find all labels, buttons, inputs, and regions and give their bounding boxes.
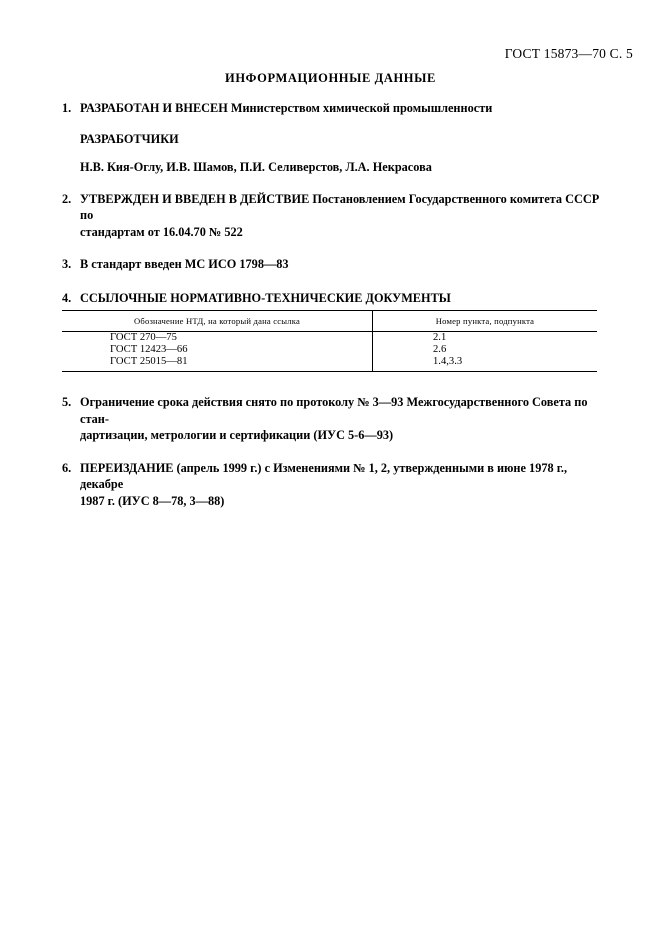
info-item-5-line1: Ограничение срока действия снято по протоколу № 3—93 Межгосударственного Совета по стан-: [80, 395, 588, 426]
table-cell-ntd: ГОСТ 25015—81: [62, 356, 373, 372]
info-item-5: [62, 394, 602, 444]
developers-heading: РАЗРАБОТЧИКИ: [80, 131, 179, 146]
table-cell-clause: 2.1: [433, 332, 447, 344]
document-content: [62, 100, 602, 510]
info-item-2-line1: УТВЕРЖДЕН И ВВЕДЕН В ДЕЙСТВИЕ Постановлением Государственного комитета СССР по: [80, 191, 600, 223]
table-bottom-rule: [62, 371, 597, 372]
info-item-3-number: 3.: [62, 257, 72, 272]
info-item-5-line2: дартизации, метрологии и сертификации (ИУС 5-6—93): [80, 428, 394, 443]
table-header-clause: Номер пункта, подпункта: [373, 310, 598, 331]
info-item-4: [62, 290, 602, 307]
info-item-4-number: 4.: [62, 290, 72, 305]
info-item-6-line2: 1987 г. (ИУС 8—78, 3—88): [80, 494, 225, 509]
info-item-6-line1: ПЕРЕИЗДАНИЕ (апрель 1999 г.) с Изменениями № 1, 2, утвержденными в июне 1978 г., декабре: [80, 460, 568, 492]
table-cell-clause: 1.4,3.3: [433, 356, 463, 368]
info-item-3-text: В стандарт введен МС ИСО 1798—83: [80, 257, 289, 272]
table-header-ntd: Обозначение НТД, на который дана ссылка: [62, 310, 373, 331]
reference-documents-table: [62, 310, 597, 372]
table-row: [62, 344, 597, 356]
info-item-6: [62, 460, 602, 510]
info-item-1-number: 1.: [62, 101, 72, 115]
page-header-standard-ref: ГОСТ 15873—70 С. 5: [504, 46, 633, 61]
info-item-4-text: ССЫЛОЧНЫЕ НОРМАТИВНО-ТЕХНИЧЕСКИЕ ДОКУМЕНТЫ: [80, 290, 451, 305]
info-item-1: [62, 100, 602, 117]
table-cell-ntd: ГОСТ 12423—66: [62, 344, 373, 356]
info-item-5-number: 5.: [62, 395, 72, 410]
info-item-6-number: 6.: [62, 460, 72, 475]
info-item-2-line2: стандартам от 16.04.70 № 522: [80, 224, 243, 239]
table-row: [62, 356, 597, 372]
page-title: ИНФОРМАЦИОННЫЕ ДАННЫЕ: [225, 71, 436, 85]
table-header-row: [62, 310, 597, 331]
info-item-2: [62, 191, 602, 241]
table-row: [62, 331, 597, 344]
table-cell-ntd: ГОСТ 270—75: [62, 331, 373, 344]
developers-names: Н.В. Кия-Оглу, И.В. Шамов, П.И. Селиверстов, Л.А. Некрасова: [80, 159, 432, 174]
info-item-3: [62, 256, 602, 273]
table-cell-clause: 2.6: [433, 344, 447, 356]
info-item-1-text: РАЗРАБОТАН И ВНЕСЕН Министерством химической промышленности: [80, 101, 493, 115]
info-item-2-number: 2.: [62, 191, 72, 206]
